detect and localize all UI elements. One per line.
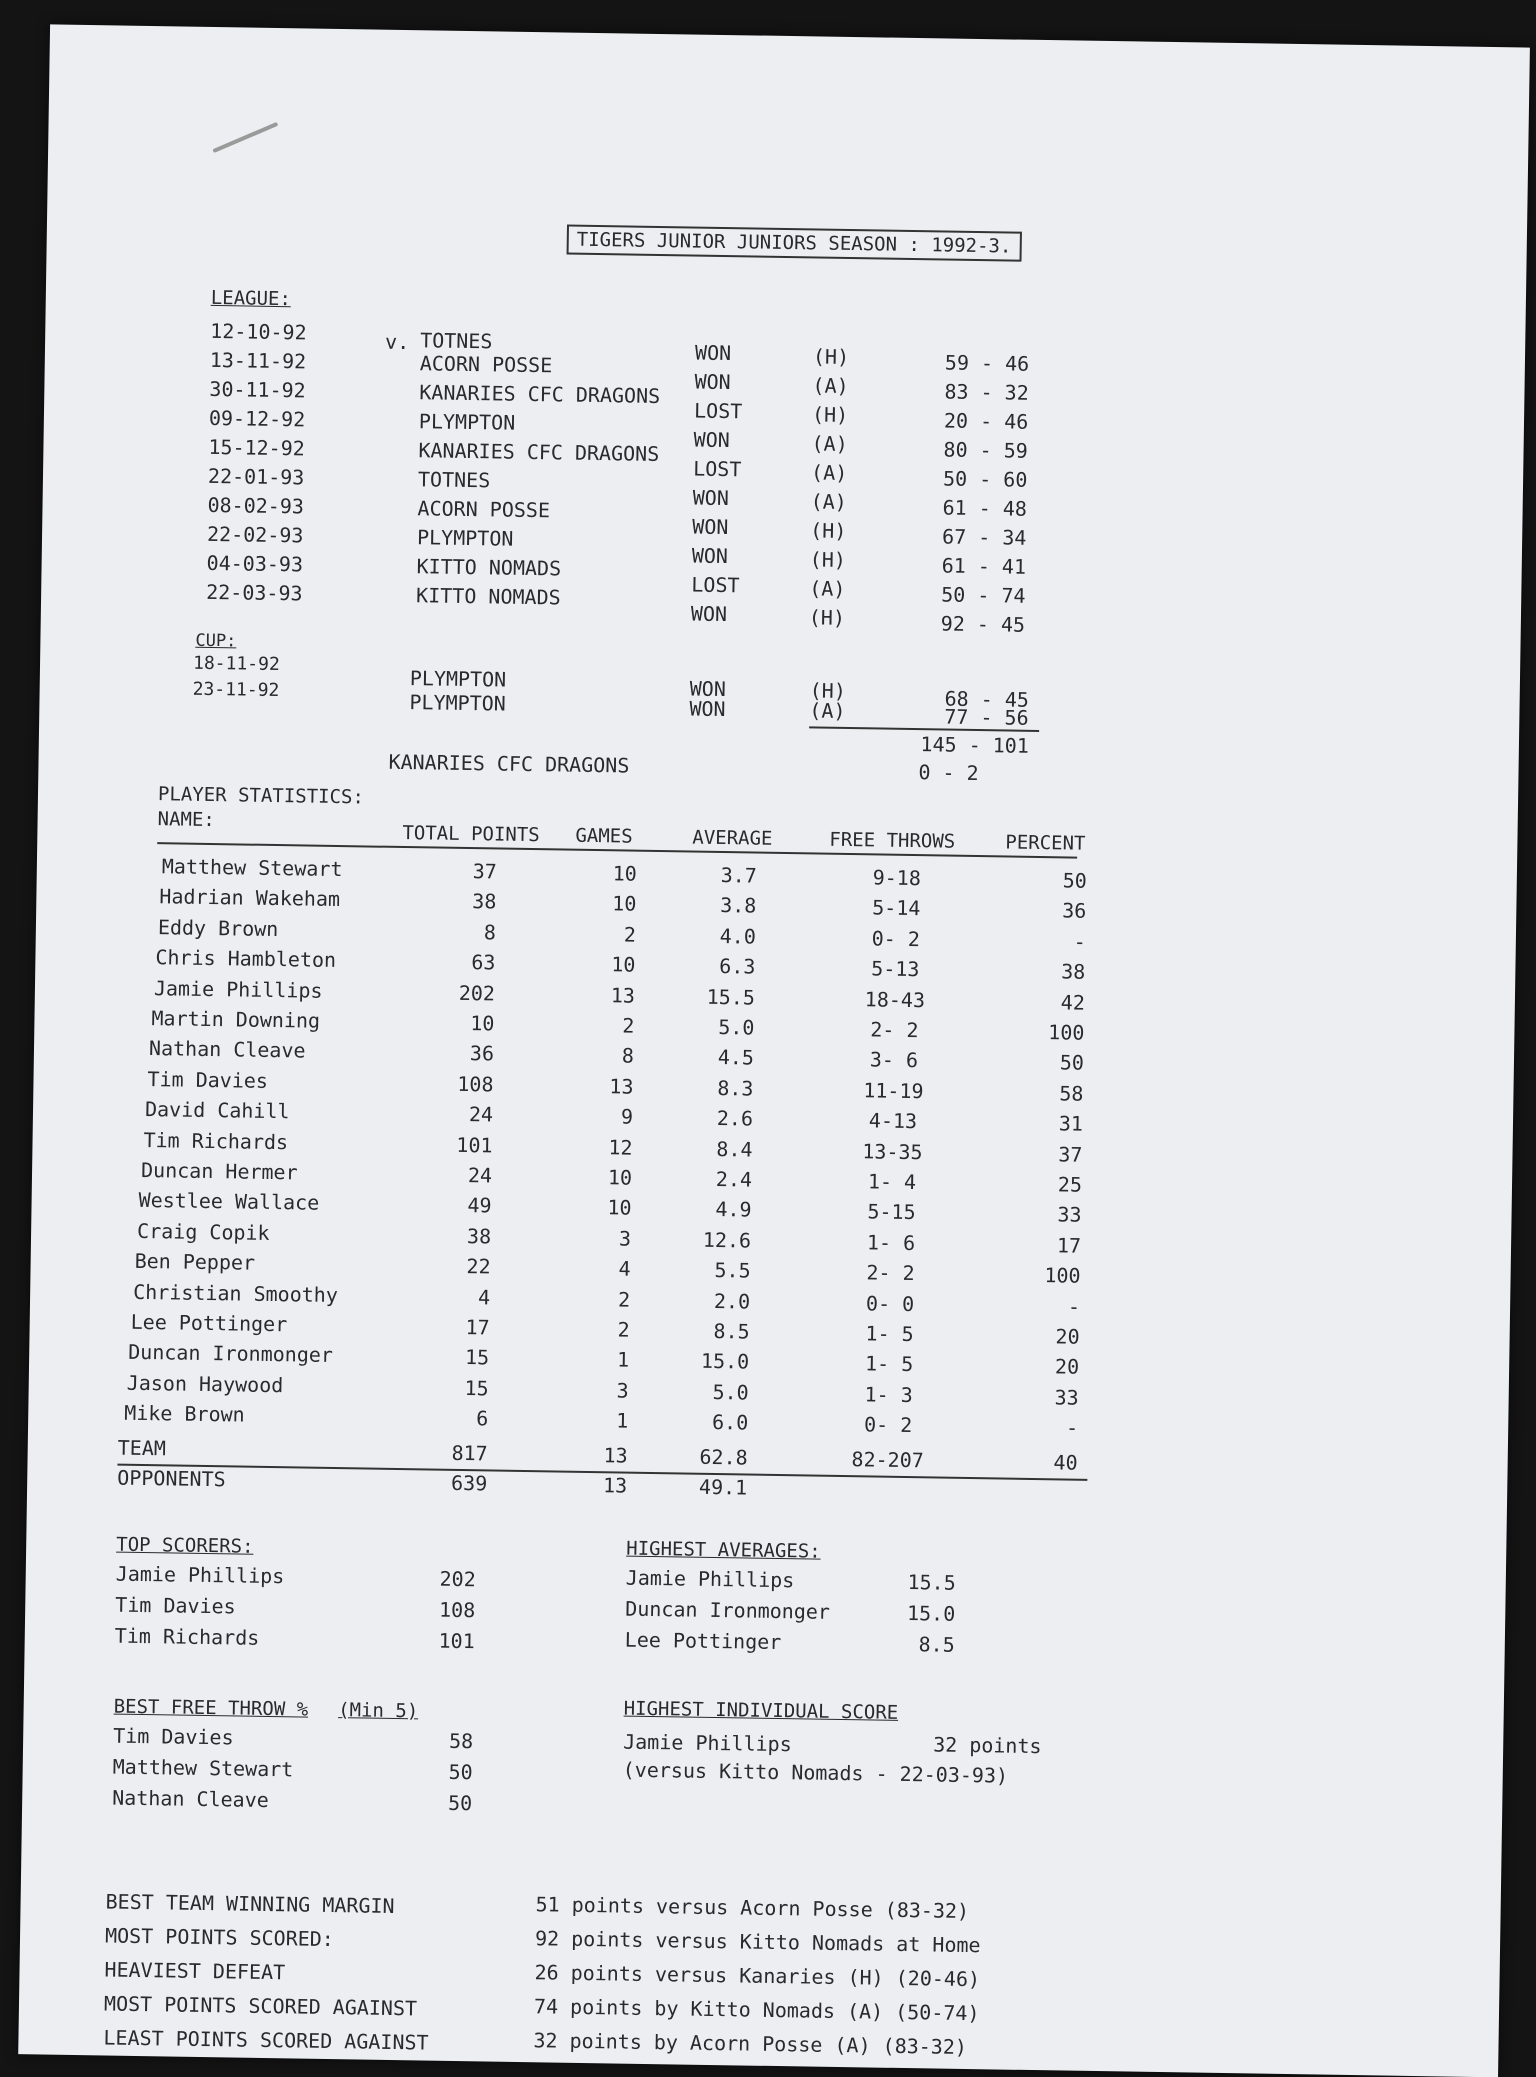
highest-individual-name: Jamie Phillips <box>623 1729 792 1757</box>
match-date: 22-02-93 <box>206 521 304 548</box>
record-value: 32 points by Acorn Posse (A) (83-32) <box>533 2028 968 2060</box>
player-games: 3 <box>618 1226 632 1251</box>
player-average: 8.4 <box>716 1136 753 1162</box>
player-total-points: 8 <box>483 920 497 945</box>
item-name: Nathan Cleave <box>112 1785 269 1813</box>
player-total-points: 15 <box>464 1345 490 1370</box>
record-label: HEAVIEST DEFEAT <box>104 1957 286 1985</box>
player-free-throws: 1- 6 <box>866 1230 916 1256</box>
match-venue: (H) <box>809 547 847 572</box>
player-total-points: 38 <box>466 1224 492 1249</box>
player-percent: - <box>1073 929 1086 954</box>
player-total-points: 37 <box>472 859 498 884</box>
player-total-points: 49 <box>467 1193 492 1218</box>
cup-next-score: 0 - 2 <box>918 760 979 786</box>
team-label: TEAM <box>117 1435 167 1461</box>
match-date: 09-12-92 <box>208 405 306 432</box>
player-name: Nathan Cleave <box>148 1036 306 1063</box>
col-total-points: TOTAL POINTS <box>402 822 540 847</box>
report-title: TIGERS JUNIOR JUNIORS SEASON : 1992-3. <box>567 225 1022 262</box>
player-percent: 58 <box>1059 1081 1084 1106</box>
record-value: 26 points versus Kanaries (H) (20-46) <box>534 1960 981 1992</box>
player-free-throws: 0- 2 <box>871 926 921 952</box>
match-date: 12-10-92 <box>210 318 307 345</box>
opponents-total: 639 <box>450 1470 488 1496</box>
record-label: MOST POINTS SCORED: <box>104 1923 335 1952</box>
match-date: 15-12-92 <box>208 434 305 461</box>
opponents-label: OPPONENTS <box>117 1465 226 1492</box>
col-percent: PERCENT <box>1005 831 1086 855</box>
player-total-points: 10 <box>470 1011 495 1036</box>
item-name: Tim Richards <box>114 1623 260 1650</box>
match-venue: (A) <box>809 576 846 601</box>
player-games: 10 <box>612 861 638 886</box>
match-result: WON <box>694 340 732 366</box>
player-average: 15.5 <box>706 984 756 1010</box>
item-value: 15.5 <box>907 1570 956 1595</box>
opponents-average: 49.1 <box>698 1474 748 1500</box>
match-venue: (H) <box>809 678 847 703</box>
item-value: 108 <box>438 1597 476 1623</box>
player-name: Matthew Stewart <box>161 854 343 882</box>
match-venue: (H) <box>810 518 847 543</box>
versus-label: v. <box>384 329 410 355</box>
match-opponent: PLYMPTON <box>416 525 514 551</box>
col-games: GAMES <box>575 824 633 848</box>
match-score: 77 - 56 <box>944 704 1029 730</box>
player-name: Jamie Phillips <box>153 976 323 1003</box>
player-free-throws: 13-35 <box>862 1139 923 1165</box>
match-score: 92 - 45 <box>940 611 1026 637</box>
player-free-throws: 11-19 <box>863 1078 924 1104</box>
player-average: 5.0 <box>712 1379 749 1405</box>
match-score: 80 - 59 <box>943 437 1028 463</box>
item-value: 50 <box>448 1759 473 1785</box>
match-opponent: TOTNES <box>417 467 491 493</box>
player-games: 2 <box>617 1287 631 1312</box>
item-value: 15.0 <box>906 1601 956 1626</box>
match-opponent: KANARIES CFC DRAGONS <box>419 380 661 409</box>
player-name: Tim Davies <box>147 1067 269 1093</box>
record-label: BEST TEAM WINNING MARGIN <box>105 1889 395 1919</box>
match-opponent: TOTNES <box>419 328 493 354</box>
highest-individual-heading: HIGHEST INDIVIDUAL SCORE <box>623 1697 899 1724</box>
record-value: 92 points versus Kitto Nomads at Home <box>534 1926 981 1958</box>
item-name: Duncan Ironmonger <box>625 1596 831 1624</box>
player-total-points: 108 <box>457 1071 494 1097</box>
player-games: 1 <box>615 1408 629 1433</box>
player-average: 3.7 <box>720 863 757 888</box>
player-percent: 20 <box>1054 1354 1080 1379</box>
player-name: Lee Pottinger <box>130 1309 288 1337</box>
match-date: 23-11-92 <box>192 678 280 702</box>
player-average: 8.5 <box>713 1318 750 1344</box>
player-average: 4.9 <box>715 1196 752 1222</box>
player-total-points: 202 <box>458 980 496 1006</box>
player-total-points: 24 <box>467 1163 493 1188</box>
match-score: 20 - 46 <box>943 408 1029 434</box>
team-free-throws: 82-207 <box>851 1447 924 1473</box>
team-total: 817 <box>451 1440 488 1466</box>
match-date: 08-02-93 <box>207 492 305 519</box>
player-total-points: 15 <box>464 1376 489 1401</box>
player-name: Jason Haywood <box>126 1370 284 1398</box>
match-result: LOST <box>693 398 743 424</box>
match-result: WON <box>692 514 729 540</box>
player-free-throws: 5-13 <box>871 956 920 982</box>
highest-averages-heading: HIGHEST AVERAGES: <box>626 1537 821 1563</box>
match-venue: (H) <box>811 402 849 427</box>
cup-aggregate: 145 - 101 <box>920 732 1030 758</box>
highest-individual-value: 32 points <box>932 1732 1042 1759</box>
col-free-throws: FREE THROWS <box>829 828 956 853</box>
player-games: 10 <box>607 1165 633 1190</box>
opponents-games: 13 <box>602 1473 628 1498</box>
match-result: LOST <box>693 456 742 482</box>
match-date: 22-01-93 <box>207 463 305 490</box>
player-name: Ben Pepper <box>134 1248 256 1275</box>
item-name: Lee Pottinger <box>624 1627 782 1655</box>
player-average: 2.6 <box>716 1105 754 1131</box>
match-score: 61 - 48 <box>942 495 1028 521</box>
player-games: 3 <box>616 1378 629 1403</box>
player-games: 13 <box>610 983 636 1008</box>
player-games: 2 <box>623 922 637 947</box>
match-venue: (A) <box>812 373 849 398</box>
player-free-throws: 2- 2 <box>870 1017 919 1043</box>
match-score: 67 - 34 <box>941 524 1027 550</box>
player-games: 13 <box>609 1074 634 1099</box>
player-name: Martin Downing <box>151 1006 321 1033</box>
match-result: WON <box>693 427 730 453</box>
printed-sheet <box>18 24 1530 2077</box>
cup-heading: CUP: <box>195 630 237 652</box>
match-result: WON <box>692 485 730 511</box>
player-total-points: 22 <box>466 1254 491 1279</box>
player-percent: 50 <box>1059 1050 1085 1075</box>
player-average: 12.6 <box>702 1227 752 1253</box>
player-name: Chris Hambleton <box>155 945 337 972</box>
player-free-throws: 0- 0 <box>865 1291 915 1317</box>
player-total-points: 6 <box>476 1406 489 1431</box>
item-value: 101 <box>438 1628 475 1654</box>
cup-next-opponent: KANARIES CFC DRAGONS <box>388 749 630 778</box>
match-venue: (A) <box>810 489 848 514</box>
match-date: 22-03-93 <box>206 579 303 606</box>
match-score: 50 - 60 <box>942 466 1028 492</box>
best-ft-heading-line <box>114 1694 419 1723</box>
player-total-points: 17 <box>465 1315 490 1340</box>
player-name: Duncan Hermer <box>140 1157 298 1185</box>
col-average: AVERAGE <box>692 826 773 850</box>
record-label: MOST POINTS SCORED AGAINST <box>103 1991 418 2021</box>
match-result: WON <box>689 676 727 702</box>
match-date: 04-03-93 <box>206 550 304 577</box>
item-name: Tim Davies <box>113 1723 234 1750</box>
player-average: 2.0 <box>713 1288 751 1314</box>
player-name: Hadrian Wakeham <box>159 884 341 912</box>
match-result: WON <box>689 696 726 722</box>
player-games: 8 <box>621 1043 635 1068</box>
player-games: 2 <box>617 1317 630 1342</box>
player-free-throws: 1- 5 <box>865 1321 914 1347</box>
player-percent: 42 <box>1060 990 1086 1015</box>
match-result: WON <box>690 601 728 627</box>
top-scorers-heading: TOP SCORERS: <box>116 1533 254 1558</box>
player-games: 10 <box>612 891 637 916</box>
player-total-points: 63 <box>471 950 496 975</box>
player-free-throws: 1- 4 <box>867 1169 917 1195</box>
match-opponent: KITTO NOMADS <box>416 554 562 581</box>
season-report <box>18 24 1530 2077</box>
player-percent: 36 <box>1062 898 1087 923</box>
match-score: 83 - 32 <box>944 379 1029 405</box>
match-date: 13-11-92 <box>209 347 307 374</box>
best-ft-heading: BEST FREE THROW % <box>113 1695 309 1721</box>
team-games: 13 <box>603 1443 628 1468</box>
player-free-throws: 18-43 <box>864 987 926 1013</box>
record-value: 51 points versus Acorn Posse (83-32) <box>535 1892 970 1924</box>
player-name: David Cahill <box>144 1097 290 1124</box>
player-total-points: 4 <box>477 1285 491 1310</box>
player-free-throws: 9-18 <box>872 865 922 891</box>
player-games: 4 <box>618 1256 631 1281</box>
item-name: Jamie Phillips <box>115 1561 285 1589</box>
player-percent: 37 <box>1058 1142 1083 1167</box>
item-value: 58 <box>448 1728 474 1754</box>
player-free-throws: 4-13 <box>868 1108 918 1134</box>
match-venue: (A) <box>809 698 846 723</box>
player-average: 6.3 <box>719 954 756 979</box>
match-opponent: PLYMPTON <box>409 690 506 716</box>
match-opponent: KANARIES CFC DRAGONS <box>418 438 660 466</box>
player-average: 15.0 <box>700 1348 750 1374</box>
league-heading: LEAGUE: <box>210 286 292 311</box>
match-score: 59 - 46 <box>944 350 1030 376</box>
best-ft-note: (Min 5) <box>337 1699 419 1723</box>
player-percent: 33 <box>1057 1202 1082 1227</box>
player-free-throws: 5-14 <box>872 895 921 921</box>
item-name: Jamie Phillips <box>625 1565 795 1593</box>
match-venue: (A) <box>810 460 848 485</box>
team-percent: 40 <box>1053 1450 1078 1475</box>
player-percent: 31 <box>1058 1111 1084 1136</box>
player-games: 9 <box>620 1104 634 1129</box>
match-result: LOST <box>691 572 740 598</box>
player-average: 4.0 <box>719 924 757 949</box>
match-opponent: PLYMPTON <box>409 666 507 692</box>
player-average: 2.4 <box>715 1166 753 1192</box>
highest-individual-note: (versus Kitto Nomads - 22-03-93) <box>622 1757 1009 1788</box>
player-name: Eddy Brown <box>157 915 279 942</box>
player-free-throws: 1- 5 <box>864 1351 914 1377</box>
player-games: 1 <box>616 1347 630 1372</box>
match-opponent: ACORN POSSE <box>417 496 551 523</box>
player-free-throws: 0- 2 <box>863 1412 913 1438</box>
player-percent: 100 <box>1048 1020 1085 1045</box>
player-total-points: 38 <box>472 889 497 914</box>
match-date: 30-11-92 <box>209 376 306 403</box>
player-games: 12 <box>608 1135 633 1160</box>
player-games: 10 <box>611 952 636 977</box>
stats-heading: PLAYER STATISTICS: <box>157 783 365 809</box>
match-score: 68 - 45 <box>944 686 1030 712</box>
col-name: NAME: <box>157 808 215 832</box>
match-venue: (H) <box>812 344 850 369</box>
match-opponent: PLYMPTON <box>418 409 516 435</box>
match-result: WON <box>691 543 729 569</box>
player-average: 5.0 <box>718 1014 755 1040</box>
player-average: 8.3 <box>717 1075 754 1101</box>
player-percent: - <box>1067 1294 1081 1319</box>
item-value: 202 <box>439 1566 476 1592</box>
player-free-throws: 5-15 <box>867 1199 916 1225</box>
player-total-points: 36 <box>469 1041 495 1066</box>
player-percent: 38 <box>1061 959 1086 984</box>
player-free-throws: 3- 6 <box>869 1047 919 1073</box>
match-opponent: ACORN POSSE <box>419 351 553 378</box>
player-name: Duncan Ironmonger <box>128 1339 334 1367</box>
player-average: 4.5 <box>717 1044 755 1070</box>
player-percent: 33 <box>1054 1385 1079 1410</box>
player-percent: 20 <box>1055 1324 1080 1349</box>
match-result: WON <box>694 369 731 395</box>
player-name: Christian Smoothy <box>133 1279 339 1308</box>
player-name: Westlee Wallace <box>138 1187 320 1215</box>
player-free-throws: 1- 3 <box>864 1382 913 1408</box>
player-average: 6.0 <box>711 1409 749 1435</box>
player-percent: 50 <box>1062 868 1087 893</box>
player-total-points: 101 <box>456 1132 493 1158</box>
match-score: 61 - 41 <box>941 553 1027 579</box>
item-name: Matthew Stewart <box>112 1754 294 1782</box>
player-name: Mike Brown <box>124 1400 245 1427</box>
player-games: 10 <box>607 1195 632 1220</box>
player-total-points: 24 <box>468 1102 494 1127</box>
player-name: Tim Richards <box>143 1127 289 1155</box>
match-opponent: KITTO NOMADS <box>415 583 561 610</box>
player-average: 3.8 <box>720 893 757 918</box>
player-percent: 25 <box>1057 1172 1083 1197</box>
match-venue: (A) <box>811 431 848 456</box>
record-value: 74 points by Kitto Nomads (A) (50-74) <box>533 1994 980 2026</box>
item-name: Tim Davies <box>115 1592 236 1619</box>
match-score: 50 - 74 <box>941 582 1026 608</box>
match-venue: (H) <box>808 605 846 630</box>
player-games: 2 <box>622 1013 635 1038</box>
record-label: LEAST POINTS SCORED AGAINST <box>103 2025 429 2055</box>
match-date: 18-11-92 <box>192 652 280 676</box>
player-percent: 17 <box>1056 1233 1082 1258</box>
player-name: Craig Copik <box>136 1218 270 1245</box>
team-average: 62.8 <box>699 1444 748 1470</box>
player-average: 5.5 <box>714 1257 751 1283</box>
player-percent: 100 <box>1044 1263 1081 1288</box>
player-free-throws: 2- 2 <box>866 1260 915 1286</box>
item-value: 8.5 <box>918 1632 955 1657</box>
item-value: 50 <box>447 1790 473 1816</box>
player-percent: - <box>1065 1415 1079 1440</box>
